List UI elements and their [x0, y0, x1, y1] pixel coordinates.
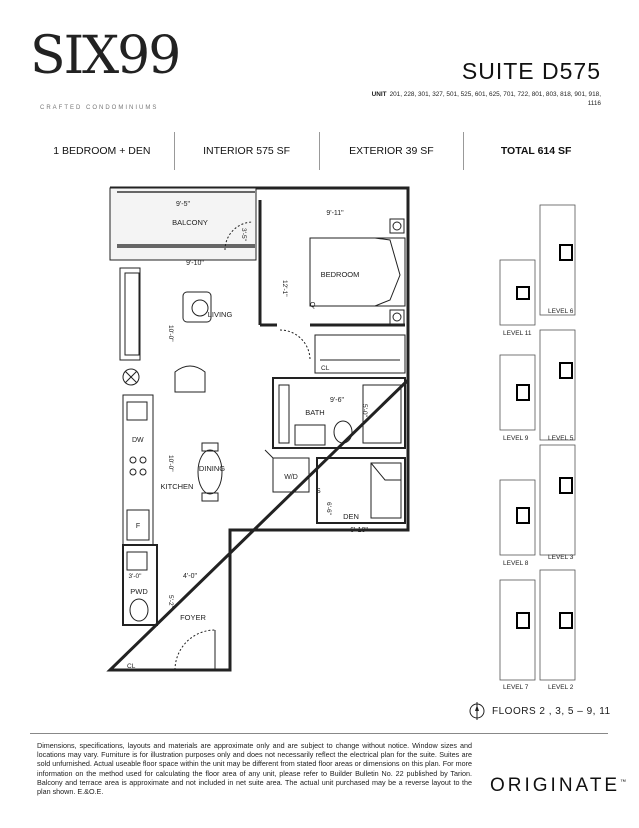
keyplan-level-8: LEVEL 8: [503, 560, 529, 567]
closet-bedroom-label: CL: [321, 365, 330, 372]
bedroom-depth: 12'-1": [281, 280, 288, 297]
unit-list: [371, 90, 601, 108]
unit-label: UNIT: [371, 91, 387, 98]
spec-interior: INTERIOR 575 SF: [203, 145, 291, 157]
north-compass-icon: [468, 702, 486, 720]
foyer-label: FOYER: [180, 613, 206, 622]
spec-exterior: EXTERIOR 39 SF: [349, 145, 434, 157]
foyer-width: 4'-0": [183, 573, 197, 580]
living-width: 9'-10": [186, 260, 204, 267]
originate-logo: [490, 775, 626, 797]
trademark-symbol: ™: [620, 779, 627, 786]
wd-label: W/D: [284, 474, 298, 481]
fridge-label: F: [135, 523, 141, 530]
den-depth: 6'-6": [325, 502, 332, 515]
bath-depth: 5'-0": [361, 404, 368, 417]
logo-tagline: CRAFTED CONDOMINIUMS: [40, 105, 159, 111]
spec-bar: [30, 132, 608, 170]
unit-numbers: 201, 228, 301, 327, 501, 525, 601, 625, 701, 722, 801, 803, 818, 901, 918, 1116: [389, 91, 601, 107]
bedroom-label: BEDROOM: [320, 270, 360, 279]
den-s-label: S: [316, 488, 321, 495]
floor-plan: [105, 180, 415, 680]
keyplan-level-9: LEVEL 9: [503, 435, 529, 442]
balcony-width: 9'-5": [176, 201, 190, 208]
balcony-depth: 3'-5": [240, 228, 247, 241]
balcony-label: BALCONY: [172, 218, 208, 227]
den-label: DEN: [343, 512, 359, 521]
bath-width: 9'-6": [330, 397, 344, 404]
keyplan-level-3: LEVEL 3: [548, 554, 574, 561]
closet-foyer-label: CL: [127, 663, 136, 670]
bedroom-bed-size: Q: [310, 302, 316, 309]
bath-label: BATH: [305, 408, 325, 417]
spec-total: TOTAL 614 SF: [500, 145, 572, 157]
keyplan-level-6: LEVEL 6: [548, 308, 574, 315]
dining-label: DINING: [198, 464, 226, 473]
pwd-label: PWD: [130, 587, 148, 596]
floors-label: FLOORS 2 , 3, 5 – 9, 11: [492, 705, 611, 717]
dishwasher-label: DW: [132, 437, 144, 444]
living-label: LIVING: [207, 310, 233, 319]
spec-bedrooms: 1 BEDROOM + DEN: [53, 145, 151, 157]
keyplan-level-5: LEVEL 5: [548, 435, 574, 442]
keyplan-level-11: LEVEL 11: [503, 330, 532, 337]
keyplan-level-2: LEVEL 2: [548, 684, 574, 691]
six99-logo: SIX99: [30, 26, 180, 86]
living-depth: 10'-0": [167, 325, 174, 342]
foyer-depth: 5'-2": [167, 595, 174, 608]
suite-title: SUITE D575: [461, 58, 601, 84]
disclaimer-text: Dimensions, specifications, layouts and materials are approximate only and are subject to change without notice. Window sizes and locations may vary. Furniture is for illustration purposes only and does not necessarily reflect the electrical plan for the suite. Suites are sold unfurnished. Actual useable floor space within the unit may be different from stated floor areas or dimensions on this plan. For more information on the method used for calculating the floor area of any unit, please refer to Builder Bulletin No. 22 published by Tarion. Balcony and terrace area is approximate and not included in net suite area. The actual unit purchased may be a reverse layout to the plan shown. E.&O.E.: [37, 741, 472, 797]
key-plans: [495, 195, 615, 695]
keyplan-level-7: LEVEL 7: [503, 684, 529, 691]
bedroom-width: 9'-11": [326, 210, 344, 217]
footer-divider: [30, 733, 608, 734]
originate-wordmark: ORIGINATE: [490, 775, 621, 796]
floors-info: [468, 702, 611, 720]
pwd-width: 3'-0": [128, 573, 142, 580]
den-width: 6'-10": [350, 527, 368, 534]
kitchen-label: KITCHEN: [160, 482, 194, 491]
kitchen-depth: 10'-0": [167, 455, 174, 472]
